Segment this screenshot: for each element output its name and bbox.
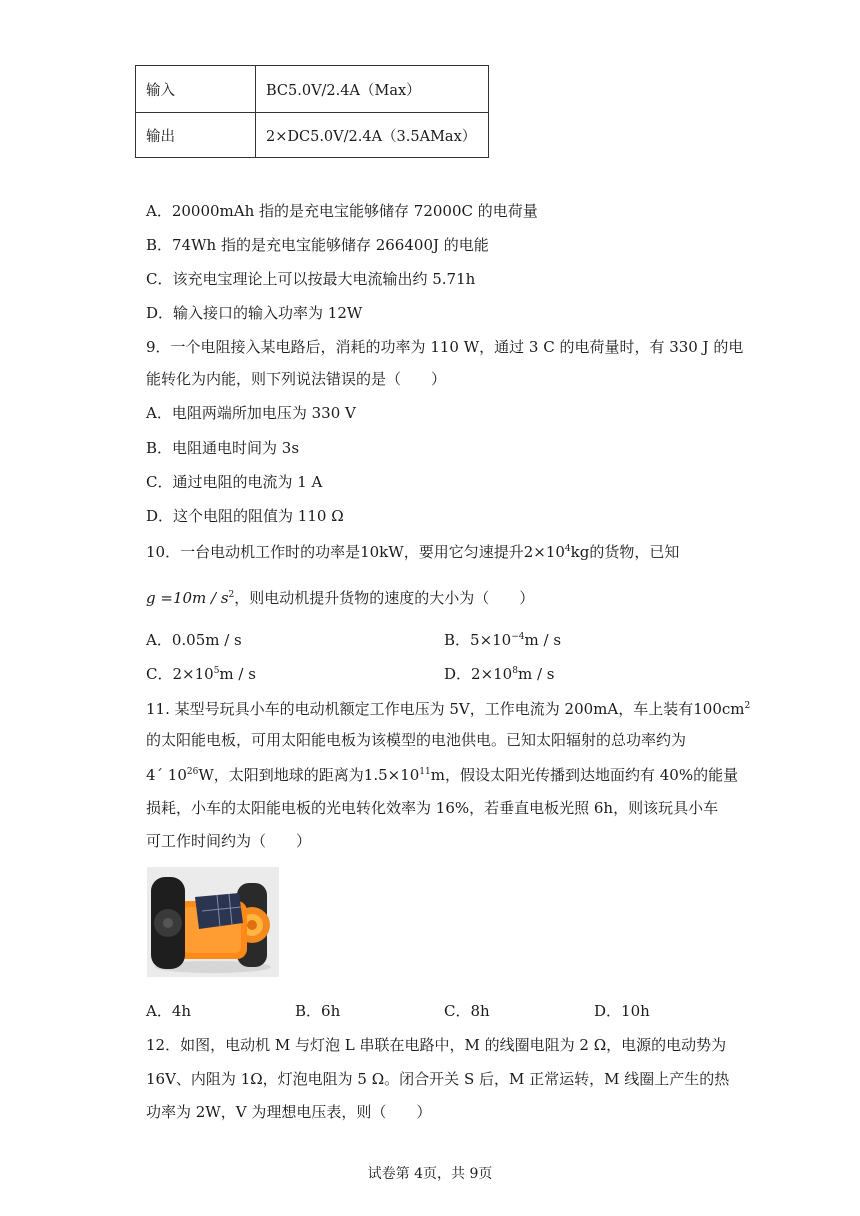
q10-stem-line1 xyxy=(146,541,679,562)
q11-area-exp: 2 xyxy=(744,701,751,711)
q8-option-b: B．74Wh 指的是充电宝能够储存 266400J 的电能 xyxy=(146,236,489,254)
q9-option-a: A．电阻两端所加电压为 330 V xyxy=(146,404,356,422)
spec-table xyxy=(135,65,489,158)
q10-g-expr: g =10m / s xyxy=(146,589,229,607)
q11-line3-text-c: ，假设太阳光传播到达地面约有 40%的能量 xyxy=(444,766,739,784)
table-cell-value: 2×DC5.0V/2.4A（3.5AMax） xyxy=(256,113,489,158)
q10-option-d-exp: 8 xyxy=(512,666,518,676)
q10-option-c-label: C． xyxy=(146,665,173,683)
q11-option-b: B．6h xyxy=(295,1002,341,1020)
q11-line1-text: 11. 某型号玩具小车的电动机额定工作电压为 5V，工作电流为 200mA，车上装有 xyxy=(146,700,694,718)
table-row xyxy=(136,66,489,113)
q11-dist-base: 1.5×10 xyxy=(363,766,420,784)
q9-stem-line2: 能转化为内能，则下列说法错误的是（ ） xyxy=(146,370,447,388)
q11-area: 100cm xyxy=(693,700,745,718)
q10-option-c-base: 2×10 xyxy=(172,665,214,683)
q10-stem-c: 的货物，已知 xyxy=(589,543,680,561)
q11-power-exp: 26 xyxy=(186,767,199,777)
q10-option-b-exp: −4 xyxy=(511,632,525,642)
table-cell-label: 输出 xyxy=(136,113,256,158)
q9-option-b: B．电阻通电时间为 3s xyxy=(146,439,300,457)
q9-option-d: D．这个电阻的阻值为 110 Ω xyxy=(146,507,344,525)
q10-stem-b: ，要用它匀速提升 xyxy=(403,543,524,561)
q10-option-b xyxy=(444,629,561,650)
q10-stem-a: 10．一台电动机工作时的功率是 xyxy=(146,543,361,561)
toy-car-image xyxy=(147,867,279,977)
q11-option-a: A．4h xyxy=(146,1002,192,1020)
table-cell-value: BC5.0V/2.4A（Max） xyxy=(256,66,489,113)
q11-line5: 可工作时间约为（ ） xyxy=(146,832,312,850)
q10-option-d-unit: m / s xyxy=(517,665,555,683)
q10-option-c xyxy=(146,663,256,684)
q10-stem-line2 xyxy=(146,587,534,608)
q11-power-base: 4´ 10 xyxy=(146,766,187,784)
q12-line3: 功率为 2W，V 为理想电压表，则（ ） xyxy=(146,1103,432,1121)
q11-line1 xyxy=(146,698,750,719)
q10-option-a xyxy=(146,629,242,650)
q11-dist-unit: m xyxy=(430,766,445,784)
q11-line3 xyxy=(146,764,738,785)
q8-option-c: C．该充电宝理论上可以按最大电流输出约 5.71h xyxy=(146,270,476,288)
q11-option-c: C．8h xyxy=(444,1002,490,1020)
q10-mass-base: 2×10 xyxy=(523,543,565,561)
q10-option-b-label: B． xyxy=(444,631,471,649)
q9-stem-line1: 9．一个电阻接入某电路后，消耗的功率为 110 W，通过 3 C 的电荷量时，有 330 J 的电 xyxy=(146,338,744,356)
q11-line4: 损耗，小车的太阳能电板的光电转化效率为 16%，若垂直电板光照 6h，则该玩具小车 xyxy=(146,799,719,817)
q10-option-d xyxy=(444,663,554,684)
q11-dist-exp: 11 xyxy=(419,767,431,777)
q10-option-d-label: D． xyxy=(444,665,472,683)
q10-option-b-unit: m / s xyxy=(524,631,562,649)
q10-option-a-value: 0.05m / s xyxy=(171,631,242,649)
q10-stem-d: ，则电动机提升货物的速度的大小为（ ） xyxy=(234,589,535,607)
q8-option-d: D．输入接口的输入功率为 12W xyxy=(146,304,363,322)
q11-option-d: D．10h xyxy=(594,1002,650,1020)
q10-g-exp: 2 xyxy=(228,590,235,600)
q11-line3-text: W，太阳到地球的距离为 xyxy=(198,766,364,784)
toy-car-illustration xyxy=(147,867,279,977)
page-footer: 试卷第 4页，共 9页 xyxy=(367,1166,493,1182)
q8-option-a: A．20000mAh 指的是充电宝能够储存 72000C 的电荷量 xyxy=(146,202,538,220)
q11-line2: 的太阳能电板，可用太阳能电板为该模型的电池供电。已知太阳辐射的总功率约为 xyxy=(146,731,687,749)
table-row xyxy=(136,113,489,158)
q10-option-c-unit: m / s xyxy=(219,665,256,683)
table-cell-label: 输入 xyxy=(136,66,256,113)
q10-mass-exp: 4 xyxy=(564,544,571,554)
q10-power: 10kW xyxy=(360,543,404,561)
q10-mass-unit: kg xyxy=(570,543,590,561)
q12-line2: 16V、内阻为 1Ω，灯泡电阻为 5 Ω。闭合开关 S 后，M 正常运转，M 线圈上产生的热 xyxy=(146,1070,730,1088)
q10-option-a-label: A． xyxy=(146,631,172,649)
q10-option-d-base: 2×10 xyxy=(471,665,513,683)
q9-option-c: C．通过电阻的电流为 1 A xyxy=(146,473,323,491)
q10-option-b-base: 5×10 xyxy=(470,631,512,649)
q12-line1: 12．如图，电动机 M 与灯泡 L 串联在电路中，M 的线圈电阻为 2 Ω，电源的电动势为 xyxy=(146,1036,727,1054)
q10-option-c-exp: 5 xyxy=(213,666,220,676)
